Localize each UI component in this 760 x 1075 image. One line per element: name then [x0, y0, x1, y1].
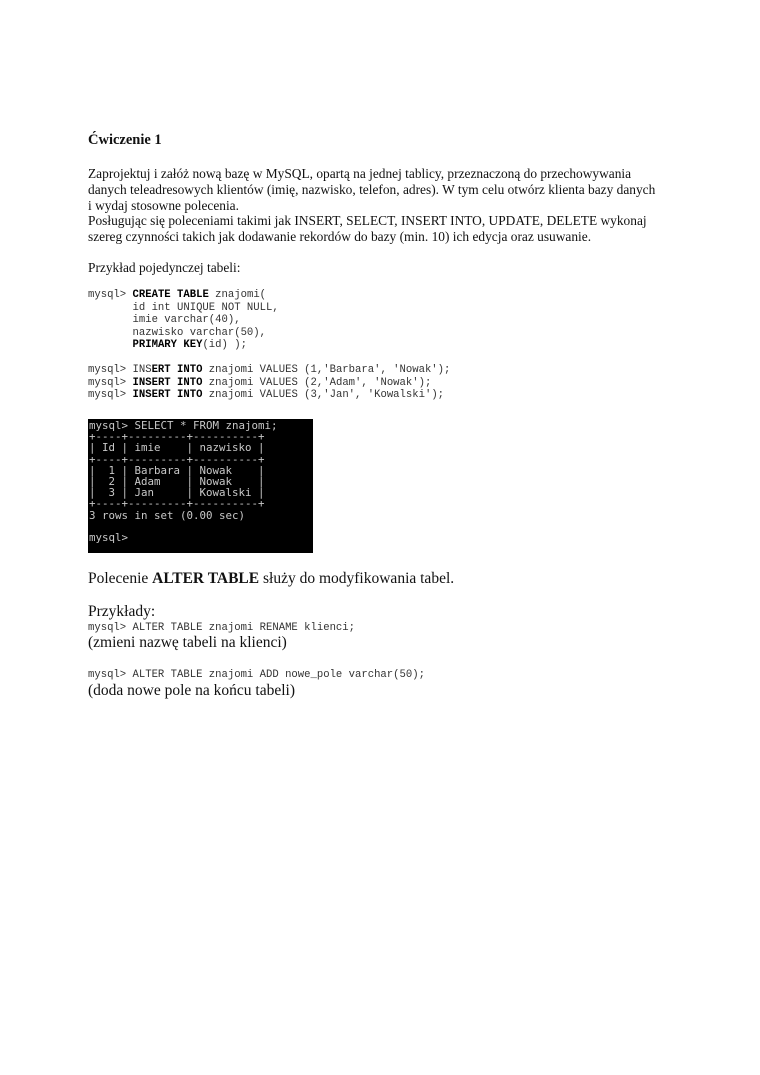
code-keyword: INSERT INTO	[132, 376, 203, 389]
alter-example-2-desc: (doda nowe pole na końcu tabeli)	[88, 682, 296, 699]
alter-pre-text: Polecenie	[88, 570, 153, 587]
intro-line-1: Zaprojektuj i załóż nową bazę w MySQL, opartą na jednej tablicy, przeznaczoną do przechowywania	[88, 166, 632, 181]
code-text: mysql> INS	[88, 364, 152, 376]
create-table-line-2: id int UNIQUE NOT NULL,	[88, 301, 279, 314]
code-text: znajomi VALUES (1,'Barbara', 'Nowak');	[202, 364, 451, 376]
code-keyword: INSERT INTO	[132, 389, 203, 401]
code-prompt: mysql>	[88, 289, 133, 301]
create-table-line-1	[88, 289, 266, 302]
insert-line-3	[88, 389, 444, 402]
intro-line-5: szereg czynności takich jak dodawanie rekordów do bazy (min. 10) ich edycja oraz usuwanie.	[88, 229, 592, 244]
intro-line-4: Posługując się poleceniami takimi jak INSERT, SELECT, INSERT INTO, UPDATE, DELETE wykonaj	[88, 213, 647, 228]
alter-example-2-code: mysql> ALTER TABLE znajomi ADD nowe_pole varchar(50);	[88, 669, 425, 681]
code-text: znajomi VALUES (2,'Adam', 'Nowak');	[202, 376, 432, 389]
code-prompt: mysql>	[88, 389, 133, 401]
create-table-line-5	[88, 339, 247, 352]
terminal-screenshot	[88, 419, 313, 553]
create-table-line-4: nazwisko varchar(50),	[88, 326, 267, 339]
intro-line-2: danych teleadresowych klientów (imię, nazwisko, telefon, adres). W tym celu otwórz klienta bazy danych	[88, 182, 656, 197]
alter-example-1-code: mysql> ALTER TABLE znajomi RENAME klienci;	[88, 622, 356, 634]
create-table-line-3: imie varchar(40),	[88, 314, 241, 326]
code-indent	[88, 339, 133, 351]
code-keyword: ERT INTO	[151, 364, 203, 376]
code-text: znajomi(	[208, 289, 267, 301]
alter-example-1-desc: (zmieni nazwę tabeli na klienci)	[88, 634, 287, 651]
code-prompt: mysql>	[88, 376, 133, 389]
code-keyword: PRIMARY KEY	[132, 339, 203, 351]
alter-keyword: ALTER TABLE	[152, 570, 260, 587]
alter-post-text: służy do modyfikowania tabel.	[259, 570, 455, 587]
insert-line-2	[88, 377, 431, 390]
code-text: (id) );	[202, 339, 247, 351]
intro-line-3: i wydaj stosowne polecenia.	[88, 198, 239, 213]
terminal-output: mysql> SELECT * FROM znajomi; +----+---------+----------+ | Id | imie | nazwisko | +----+---------+----------+ | 1 | Barbara | Nowak | | 2 | Adam | Nowak | | 3 | Jan | Kowalski | +----+---------+----------+ 3 rows in set (0.00 sec) mysql>	[89, 419, 278, 545]
example-label: Przykład pojedynczej tabeli:	[88, 260, 241, 275]
examples-label: Przykłady:	[88, 603, 156, 620]
alter-table-sentence	[88, 570, 454, 588]
code-text: znajomi VALUES (3,'Jan', 'Kowalski');	[202, 389, 445, 401]
exercise-title: Ćwiczenie 1	[88, 132, 162, 148]
code-keyword: CREATE TABLE	[132, 289, 209, 301]
insert-line-1	[88, 364, 450, 377]
